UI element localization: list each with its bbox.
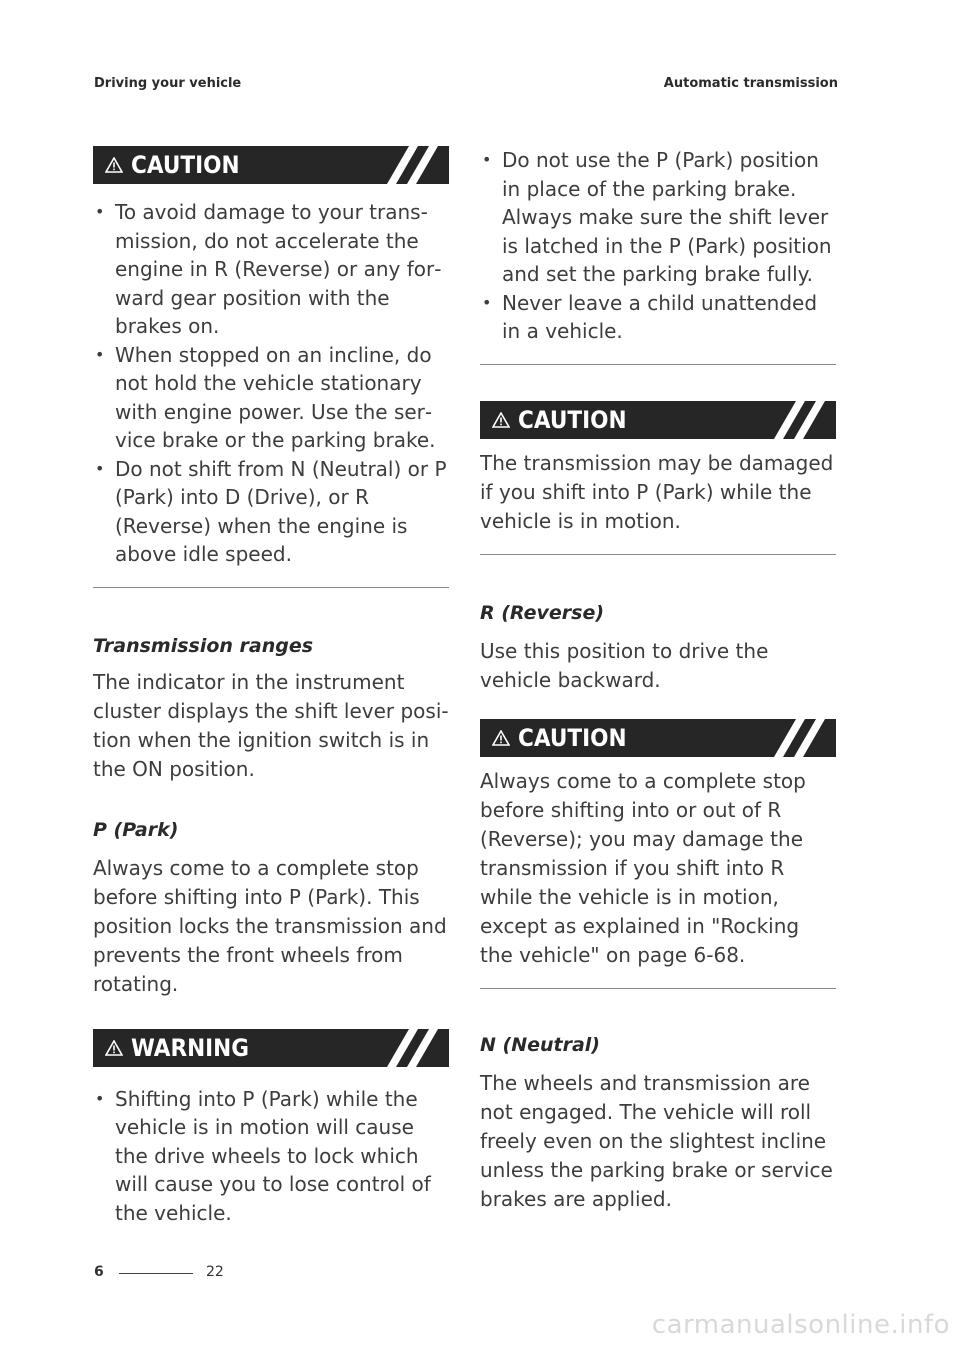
running-header-topic: Automatic transmission [663, 76, 838, 91]
warning-list-continued [480, 146, 836, 346]
watermark: carmanualsonline.info [651, 1310, 950, 1340]
section-title-neutral: N (Neutral) [480, 1033, 600, 1056]
caution-text: The transmission may be damaged if you shift into P (Park) while the vehicle is in motion. [480, 450, 834, 533]
chapter-number: 6 [94, 1264, 104, 1280]
warning-triangle-icon [105, 157, 123, 173]
transmission-ranges-text: The indicator in the instrument cluster displays the shift lever posi‐ tion when the ignition switch is in the ON position. [93, 669, 449, 781]
list-item: • Never leave a child unattended in a vehicle. [482, 290, 818, 343]
banner-stripes-icon [774, 719, 834, 757]
caution-banner [480, 401, 836, 439]
warning-label: WARNING [131, 1033, 249, 1062]
left-column [93, 146, 449, 1227]
caution-label: CAUTION [131, 151, 240, 179]
warning-banner [93, 1029, 449, 1067]
reverse-text: Use this position to drive the vehicle backward. [480, 638, 769, 692]
caution-banner [93, 146, 449, 184]
section-title-park: P (Park) [93, 818, 179, 841]
list-item: • Do not shift from N (Neutral) or P (Park) into D (Drive), or R (Reverse) when the engine is above idle speed. [95, 456, 447, 566]
section-title-reverse: R (Reverse) [480, 601, 605, 624]
caution-text: Always come to a complete stop before shifting into or out of R (Reverse); you may damage the transmission if you shift into R while the vehicle is in motion, except as explained in "Rocking the vehicle" on page 6-68. [480, 768, 806, 967]
warning-triangle-icon [492, 730, 510, 746]
section-divider [93, 587, 449, 588]
banner-stripes-icon [774, 401, 834, 439]
caution-list [93, 198, 449, 569]
caution-banner [480, 719, 836, 757]
list-item: • To avoid damage to your trans‐ mission, do not accelerate the engine in R (Reverse) or any for‐ ward gear position with the brakes on. [95, 200, 442, 338]
section-divider [480, 364, 836, 365]
warning-triangle-icon [105, 1040, 123, 1056]
caution-label: CAUTION [518, 405, 627, 434]
right-column [480, 146, 836, 1214]
section-title-transmission-ranges: Transmission ranges [93, 634, 314, 657]
running-header-section: Driving your vehicle [94, 76, 242, 91]
banner-stripes-icon [387, 1029, 447, 1067]
footer-divider [119, 1273, 193, 1274]
warning-list [93, 1085, 449, 1228]
list-item: • Shifting into P (Park) while the vehicle is in motion will cause the drive wheels to lock which will cause you to lose control of the vehicle. [95, 1086, 431, 1225]
list-item: • When stopped on an incline, do not hold the vehicle stationary with engine power. Use the ser‐ vice brake or the parking brake. [95, 342, 436, 452]
neutral-text: The wheels and transmission are not engaged. The vehicle will roll freely even on the slightest incline unless the parking brake or service brakes are applied. [480, 1070, 833, 1211]
section-divider [480, 554, 836, 555]
list-item: • Do not use the P (Park) position in place of the parking brake. Always make sure the shift lever is latched in the P (Park) position and set the parking brake fully. [482, 148, 832, 286]
banner-stripes-icon [387, 146, 447, 184]
page-number: 22 [206, 1264, 224, 1280]
caution-label: CAUTION [518, 723, 627, 752]
section-divider [480, 988, 836, 989]
park-text: Always come to a complete stop before shifting into P (Park). This position locks the transmission and prevents the front wheels from rotating. [93, 855, 447, 996]
warning-triangle-icon [492, 412, 510, 428]
